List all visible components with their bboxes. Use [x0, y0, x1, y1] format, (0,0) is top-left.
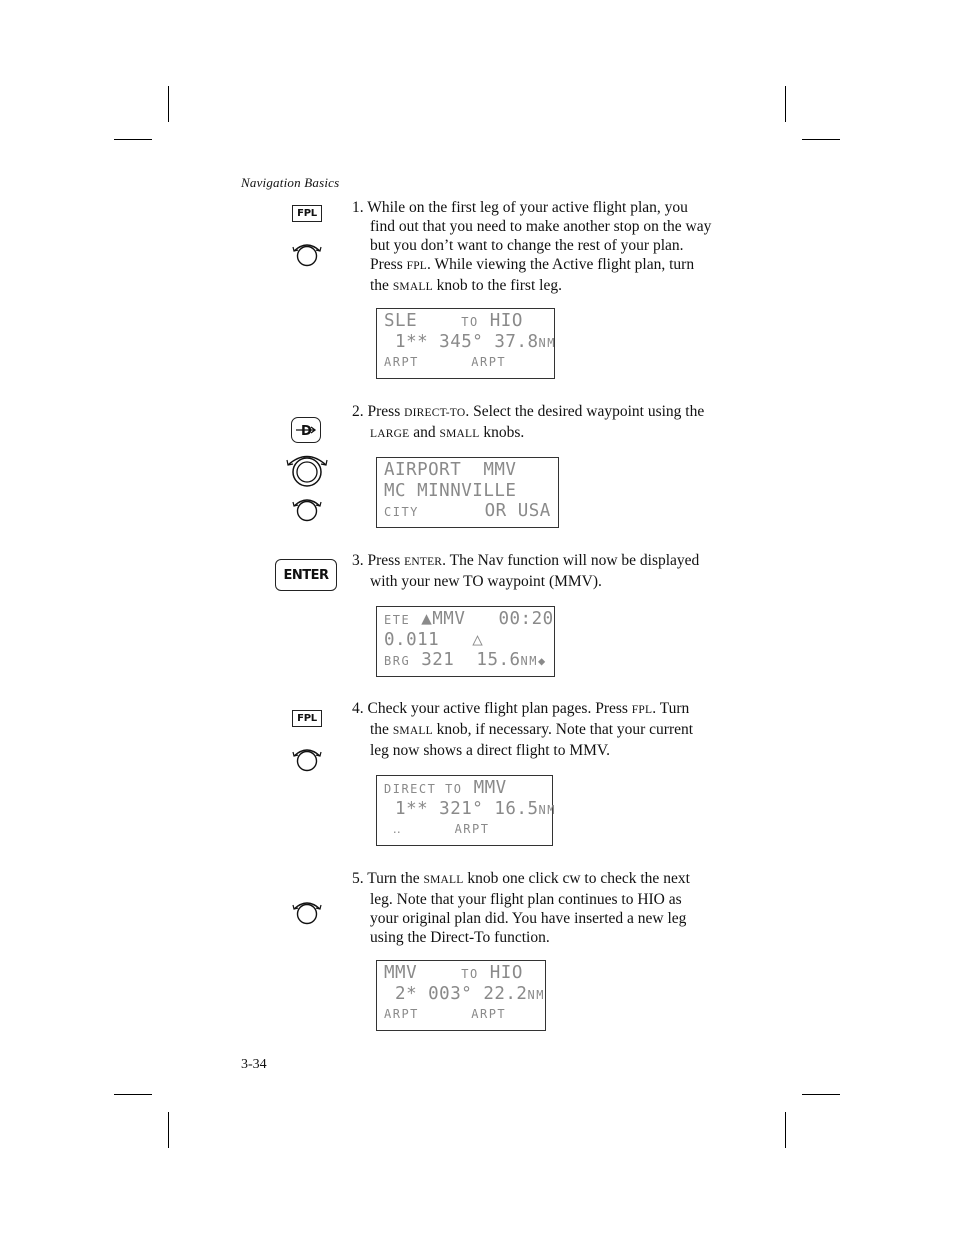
lcd-screen-3 [376, 606, 555, 677]
lcd-row: AIRPORT MMV [384, 460, 517, 480]
lcd-row: ‥ ARPT [384, 822, 490, 836]
step-2: 2. Press DIRECT-TO. Select the desired waypoint using the LARGE and SMALL knobs. [352, 403, 705, 441]
crop-mark [785, 1112, 786, 1148]
lcd-row: ETE ▲MMV 00:20 [384, 609, 554, 629]
small-knob-icon [290, 745, 324, 775]
lcd-screen-2 [376, 457, 559, 528]
lcd-screen-4 [376, 775, 556, 846]
lcd-row: 2* 003° 22.2NM [384, 983, 545, 1004]
enter-key-icon: ENTER [275, 559, 337, 591]
small-knob-icon [290, 240, 324, 270]
step-5: 5. Turn the SMALL knob one click cw to check the next leg. Note that your flight plan continues to HIO as your original plan did. You have inserted a new leg using the Direct-To function. [352, 870, 690, 946]
lcd-row: DIRECT TO MMV [384, 778, 507, 798]
crop-mark [114, 1094, 152, 1095]
crop-mark [802, 1094, 840, 1095]
lcd-row: SLE TO HIO [384, 311, 523, 331]
crop-mark [168, 1112, 169, 1148]
small-knob-icon [290, 898, 324, 928]
step-3: 3. Press ENTER. The Nav function will now be displayed with your new TO waypoint (MMV). [352, 552, 700, 590]
fpl-key-icon: FPL [292, 205, 322, 222]
lcd-screen-5 [376, 960, 546, 1031]
lcd-row: ARPT ARPT [384, 1007, 507, 1021]
lcd-row: 1** 345° 37.8NM [384, 331, 556, 352]
crop-mark [114, 139, 152, 140]
lcd-row: 0.011 △ [384, 629, 484, 650]
lcd-row: MC MINNVILLE [384, 480, 517, 501]
fpl-key-icon: FPL [292, 710, 322, 727]
lcd-row: MMV TO HIO [384, 963, 523, 983]
lcd-row: 1** 321° 16.5NM [384, 798, 556, 819]
large-small-knob-icon [284, 451, 330, 491]
step-4: 4. Check your active flight plan pages. Press FPL. Turn the SMALL knob, if necessary. Note that your current leg now shows a direct flight to MMV. [352, 700, 694, 759]
crop-mark [785, 86, 786, 122]
direct-to-key-icon [291, 417, 321, 443]
small-knob-icon [290, 495, 324, 525]
lcd-row: CITY OR USA [384, 501, 551, 521]
crop-mark [802, 139, 840, 140]
running-header: Navigation Basics [241, 175, 340, 190]
lcd-row: BRG 321 15.6NM◆ [384, 650, 547, 670]
lcd-screen-1 [376, 308, 555, 379]
crop-mark [168, 86, 169, 122]
svg-text:D: D [301, 424, 312, 438]
direct-to-arrow-icon [295, 422, 317, 438]
step-1: 1. While on the first leg of your active flight plan, you find out that you need to make another stop on the way but you don’t want to change the rest of your plan. Press FPL. While viewing the Active flight plan, turn the SMALL knob to the first leg. [352, 199, 712, 294]
lcd-row: ARPT ARPT [384, 355, 507, 369]
page-number: 3-34 [241, 1057, 267, 1072]
